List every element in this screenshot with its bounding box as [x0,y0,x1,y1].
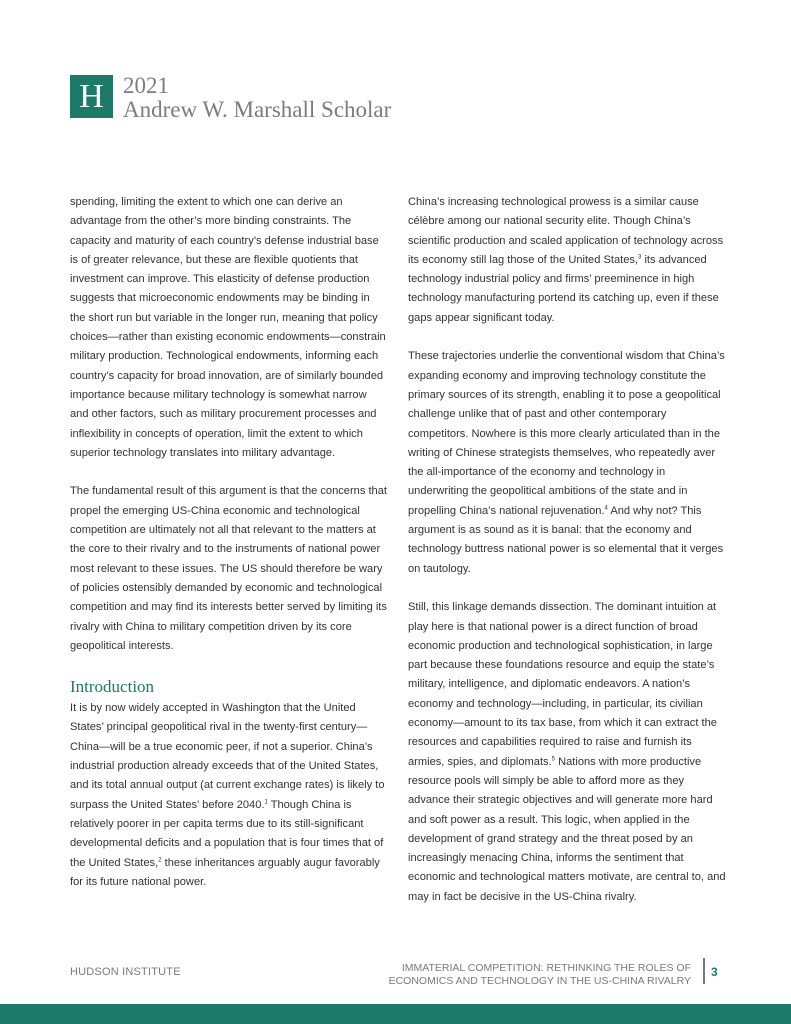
left-column [70,193,388,892]
footer-report-title [389,962,691,987]
scholar-title: Andrew W. Marshall Scholar [123,97,392,122]
text-segment: its advanced technology industrial policy and firms’ preeminence in high technology manufacturing portend its catching up, even if these gaps appear significant today. [408,253,719,324]
footnote-ref-4[interactable]: 4 [604,505,608,512]
bottom-accent-band [0,1004,791,1024]
scholar-year: 2021 [123,73,169,98]
footnote-ref-5[interactable]: 5 [551,755,556,762]
page-number: 3 [711,965,718,979]
text-segment: These trajectories underlie the conventional wisdom that China’s expanding economy and improving technology constitute the primary sources of its strength, enabling it to pose a geopolitical challenge unlike that of past and other contemporary competitors. Nowhere is this more clearly articulated than in the writing of Chinese strategists themselves, who repeatedly aver the all-importance of the economy and technology in underwriting the geopolitical ambitions of the state and in propelling China’s national rejuvenation. [408,350,725,517]
text-segment: And why not? This argument is as sound as it is banal: that the economy and technology buttress national power is so elemental that it verges on tautology. [408,504,724,575]
footnote-ref-2[interactable]: 2 [158,856,162,863]
footer-title-line-1: IMMATERIAL COMPETITION: RETHINKING THE ROLES OF [401,962,691,974]
footnote-ref-1[interactable]: 1 [264,798,268,805]
text-segment: It is by now widely accepted in Washington that the United States’ principal geopolitical rival in the twenty-first century—China—will be a true economic peer, if not a superior. China’s industrial production already exceeds that of the United States, and its total annual output (at current exchange rates) is likely to surpass the United States’ before 2040. [70,702,385,811]
text-segment: these inheritances arguably augur favorably for its future national power. [70,856,380,888]
left-paragraph-3 [70,699,388,892]
right-column [408,193,728,907]
right-paragraph-2 [408,347,728,579]
hudson-logo: H [70,75,113,118]
text-segment: China’s increasing technological prowess is a similar cause célèbre among our national security elite. Though China’s scientific production and scaled application of technology across its economy still lag those of the United States, [408,196,724,266]
section-heading-introduction: Introduction [70,677,155,697]
footer-title-line-2: ECONOMICS AND TECHNOLOGY IN THE US-CHINA RIVALRY [388,974,691,987]
right-paragraph-3 [408,598,728,907]
right-paragraph-1 [408,193,728,328]
text-segment: Nations with more productive resource pools will simply be able to afford more as they advance their strategic objectives and will generate more hard and soft power as a result. This logic, when applied in the development of grand strategy and the threat posed by an increasingly menacing China, informs the sentiment that economic and technological matters motivate, are central to, and may in fact be decisive in the US-China rivalry. [408,755,726,903]
text-segment: Still, this linkage demands dissection. The dominant intuition at play here is that national power is a direct function of broad economic production and technological sophistication, in large part because these foundations resource and equip the state’s military, intelligence, and diplomatic endeavors. A nation’s economy and technology—including, in particular, its civilian economy—amount to its tax base, from which it can extract the resources and capabilities required to raise and furnish its armies, spies, and diplomats. [408,601,717,768]
footnote-ref-3[interactable]: 3 [638,254,642,261]
left-paragraph-1: spending, limiting the extent to which one can derive an advantage from the other’s more binding constraints. The capacity and maturity of each country’s defense industrial base is of greater relevance, but these are flexible quotients that investment can improve. This elasticity of defense production suggests that microeconomic endowments may be binding in the short run but variable in the longer run, meaning that policy choices—rather than existing economic endowments—constrain military production. Technological endowments, informing each country’s capacity for broad innovation, are of similarly bounded importance because military technology is somewhat narrow and other factors, such as military procurement processes and inflexibility in concepts of operation, limit the extent to which superior technology translates into military advantage. [70,196,386,459]
text-segment: Though China is relatively poorer in per capita terms due to its still-significant developmental deficits and a population that is four times that of the United States, [70,798,384,869]
footer-divider [703,958,705,984]
footer-organization: HUDSON INSTITUTE [70,966,181,978]
left-paragraph-2: The fundamental result of this argument is that the concerns that propel the emerging US-China economic and technological competition are ultimately not all that relevant to the matters at the core to their rivalry and to the instruments of national power most relevant to these issues. The US should therefore be wary of policies ostensibly demanded by economic and technological competition and may find its interests better served by limiting its rivalry with China to military competition driven by its core geopolitical interests. [70,485,387,652]
